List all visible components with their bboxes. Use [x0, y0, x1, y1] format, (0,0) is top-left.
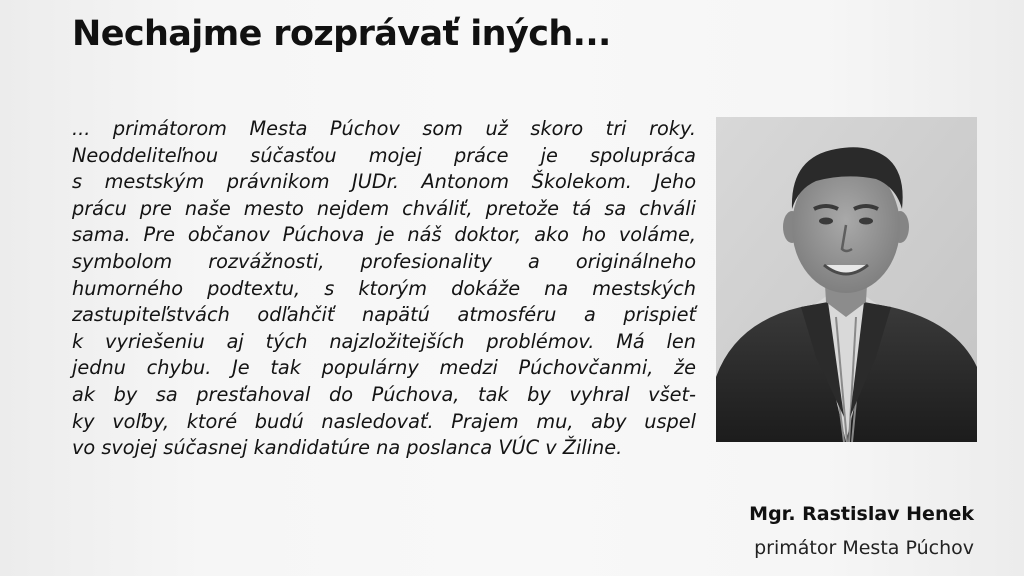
- body-line: Neoddeliteľnou súčasťou mojej práce je spolupráca: [72, 143, 696, 167]
- article-body: [72, 116, 696, 462]
- body-line: k vyriešeniu aj tých najzložitejších problémov. Má len: [72, 329, 696, 353]
- author-role: primátor Mesta Púchov: [754, 537, 974, 559]
- body-line: ky voľby, ktoré budú nasledovať. Prajem mu, aby uspel: [72, 409, 696, 433]
- body-line: symbolom rozvážnosti, profesionality a originálneho: [72, 249, 696, 273]
- body-line: ak by sa presťahoval do Púchova, tak by vyhral všet-: [72, 382, 696, 406]
- body-line: sama. Pre občanov Púchova je náš doktor, ako ho voláme,: [72, 223, 696, 247]
- body-line: jednu chybu. Je tak populárny medzi Púchovčanmi, že: [72, 356, 696, 380]
- body-line: prácu pre naše mesto nejdem chváliť, pretože tá sa chváli: [72, 196, 696, 220]
- body-line: vo svojej súčasnej kandidatúre na poslanca VÚC v Žiline.: [72, 436, 623, 460]
- body-line: humorného podtextu, s ktorým dokáže na mestských: [72, 276, 696, 300]
- author-portrait-photo: [716, 117, 977, 442]
- body-line: zastupiteľstvách odľahčiť napätú atmosféru a prispieť: [72, 303, 696, 327]
- body-line: ... primátorom Mesta Púchov som už skoro tri roky.: [72, 117, 696, 140]
- body-line: s mestským právnikom JUDr. Antonom Školekom. Jeho: [72, 170, 696, 194]
- author-name: Mgr. Rastislav Henek: [749, 503, 974, 525]
- article-headline: Nechajme rozprávať iných...: [72, 14, 611, 54]
